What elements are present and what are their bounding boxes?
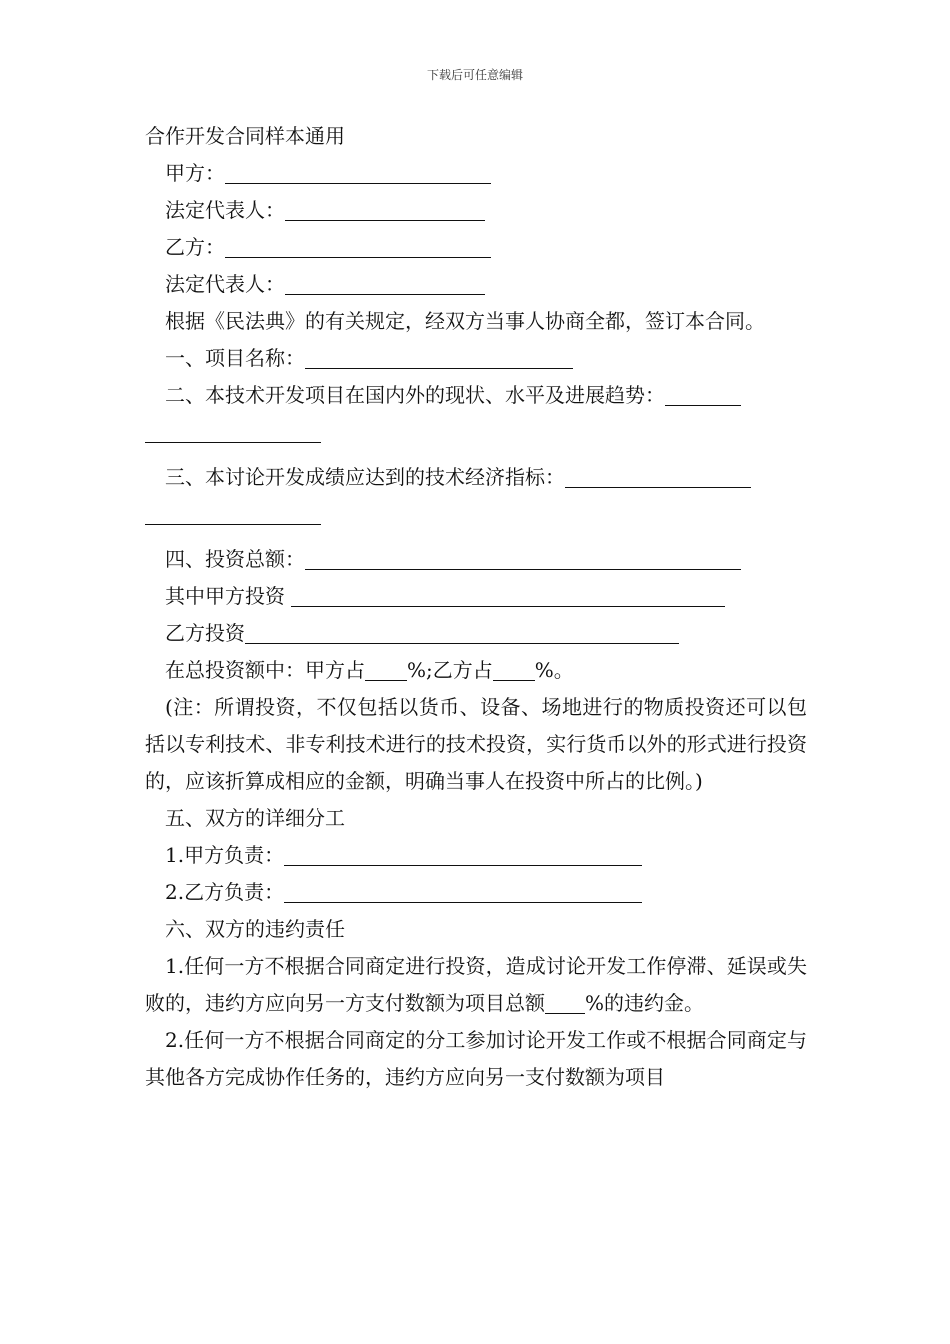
party-a-label: 甲方： (165, 161, 225, 185)
penalty-percent-blank[interactable] (545, 989, 585, 1014)
indicator-blank-2[interactable] (145, 500, 321, 525)
investment-ratio-line (145, 652, 807, 689)
party-a-blank[interactable] (225, 159, 491, 184)
section-3-line (145, 459, 807, 496)
indicator-blank-1[interactable] (565, 463, 751, 488)
section-5-heading: 五、双方的详细分工 (165, 806, 345, 830)
section-2-label: 二、本技术开发项目在国内外的现状、水平及进展趋势： (165, 383, 665, 407)
total-investment-blank[interactable] (305, 545, 741, 570)
status-blank-2[interactable] (145, 418, 321, 443)
project-name-blank[interactable] (305, 344, 573, 369)
section-3-continuation (145, 496, 807, 533)
section-1-label: 一、项目名称： (165, 346, 305, 370)
ratio-prefix: 在总投资额中：甲方占 (165, 658, 365, 682)
section-4-line (145, 541, 807, 578)
page-header: 下载后可任意编辑 (426, 68, 523, 82)
ratio-mid: %;乙方占 (407, 658, 493, 682)
rep-a-label: 法定代表人： (165, 198, 285, 222)
section-2-line (145, 377, 807, 414)
section-6-2-paragraph: 2.任何一方不根据合同商定的分工参加讨论开发工作或不根据合同商定与其他各方完成协作任务的，违约方应向另一支付数额为项目 (145, 1028, 807, 1089)
section-6-1-text: 1.任何一方不根据合同商定进行投资，造成讨论开发工作停滞、延误或失败的，违约方应向另一方支付数额为项目总额 (145, 954, 807, 1015)
section-5-2-line (145, 874, 807, 911)
rep-b-line (145, 266, 807, 303)
rep-a-line (145, 192, 807, 229)
party-a-investment-label: 其中甲方投资 (165, 584, 285, 608)
party-b-investment-blank[interactable] (245, 619, 679, 644)
investment-note: (注：所谓投资，不仅包括以货币、设备、场地进行的物质投资还可以包括以专利技术、非专利技术进行的技术投资，实行货币以外的形式进行投资的，应该折算成相应的金额，明确当事人在投资中所占的比例。) (145, 695, 807, 793)
status-blank-1[interactable] (665, 381, 741, 406)
rep-b-blank[interactable] (285, 270, 485, 295)
party-b-investment-line (145, 615, 807, 652)
document-body (145, 118, 807, 1096)
document-title: 合作开发合同样本通用 (145, 124, 345, 148)
party-b-ratio-blank[interactable] (493, 656, 535, 681)
section-3-label: 三、本讨论开发成绩应达到的技术经济指标： (165, 465, 565, 489)
section-5-1-line (145, 837, 807, 874)
section-6-heading: 六、双方的违约责任 (165, 917, 345, 941)
section-6-1-paragraph (145, 948, 807, 1022)
party-a-line (145, 155, 807, 192)
party-a-ratio-blank[interactable] (365, 656, 407, 681)
intro-paragraph: 根据《民法典》的有关规定，经双方当事人协商全都，签订本合同。 (165, 309, 765, 333)
party-b-line (145, 229, 807, 266)
party-b-investment-label: 乙方投资 (165, 621, 245, 645)
rep-b-label: 法定代表人： (165, 272, 285, 296)
party-a-duty-blank[interactable] (284, 841, 642, 866)
section-6-1-suffix: %的违约金。 (585, 991, 705, 1015)
section-5-1-label: 1.甲方负责： (165, 843, 285, 867)
ratio-suffix: %。 (534, 658, 574, 682)
section-1-line (145, 340, 807, 377)
party-a-investment-line (145, 578, 807, 615)
party-b-blank[interactable] (225, 233, 491, 258)
section-4-label: 四、投资总额： (165, 547, 305, 571)
rep-a-blank[interactable] (285, 196, 485, 221)
party-b-label: 乙方： (165, 235, 225, 259)
party-b-duty-blank[interactable] (284, 878, 642, 903)
party-a-investment-blank[interactable] (291, 582, 725, 607)
section-5-2-label: 2.乙方负责： (165, 880, 285, 904)
section-2-continuation (145, 414, 807, 451)
